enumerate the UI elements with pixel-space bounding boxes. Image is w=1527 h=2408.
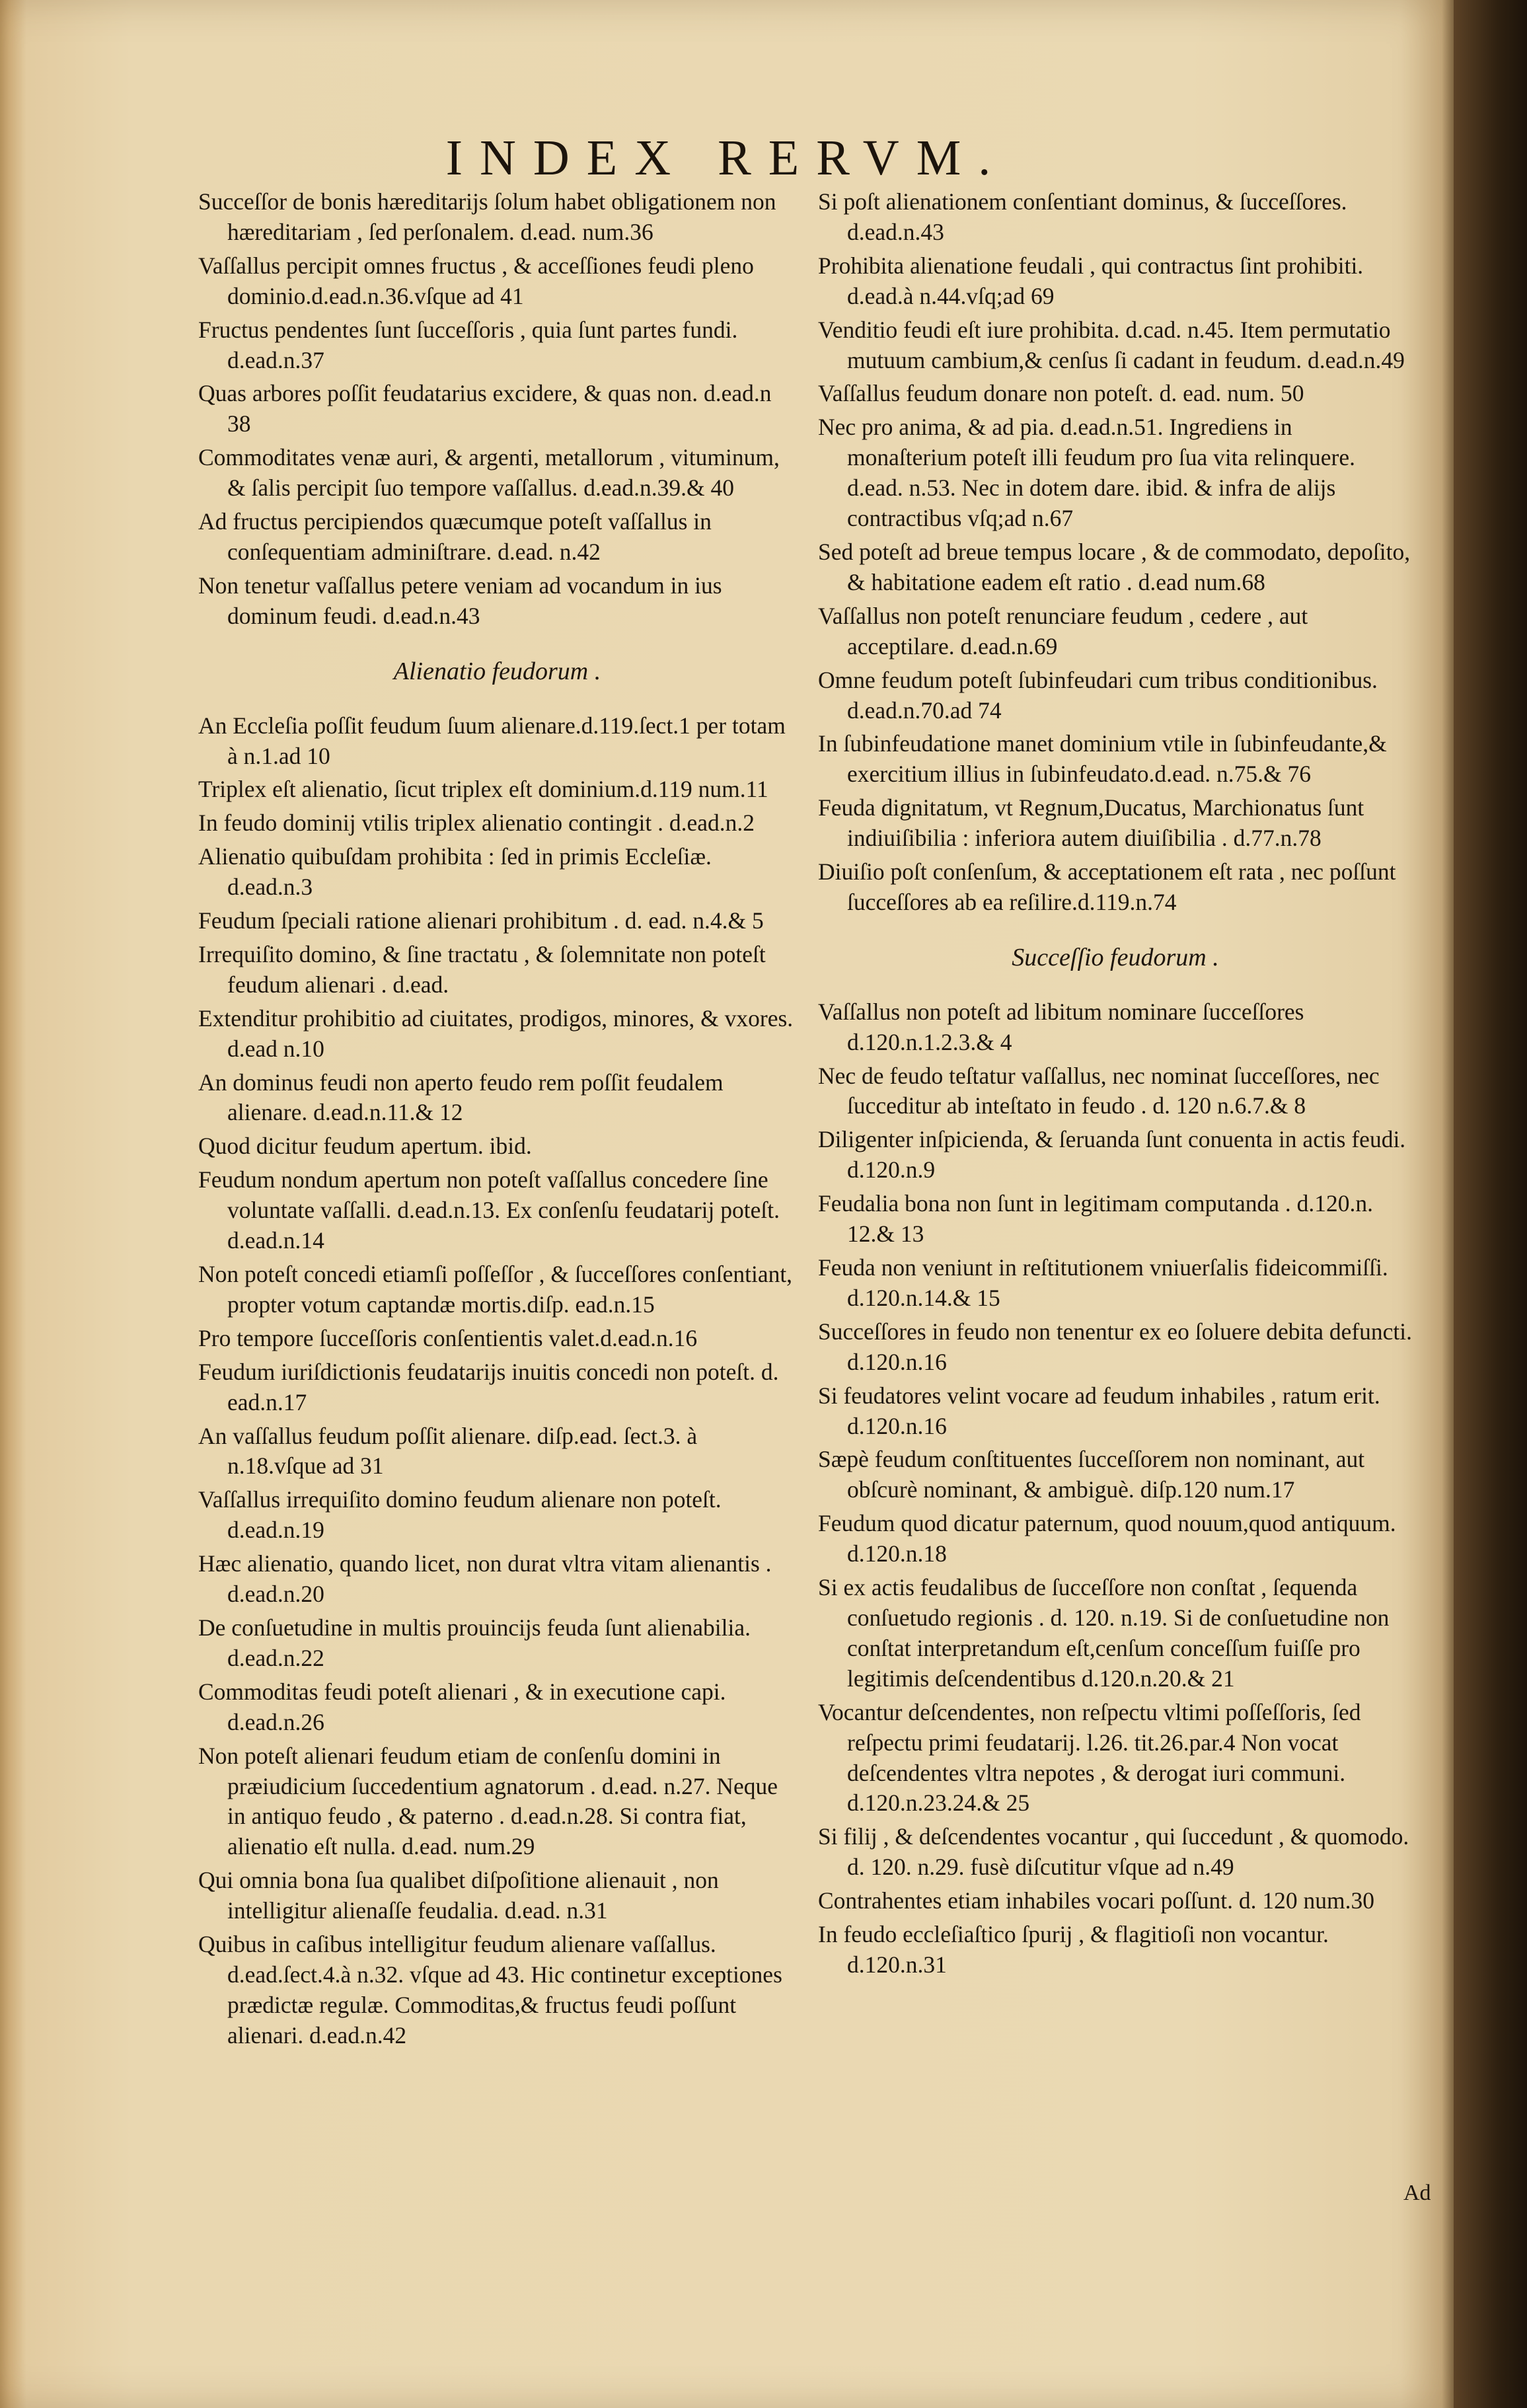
index-entry: Vaſſallus non poteſt ad libitum nominare ſucceſſores d.120.n.1.2.3.& 4 [818,998,1304,1055]
index-entry: Extenditur prohibitio ad ciuitates, prodigos, minores, & vxores. d.ead n.10 [198,1004,794,1062]
index-entry: Feudum nondum apertum non poteſt vaſſallus concedere ſine voluntate vaſſalli. d.ead.n.13. Ex conſenſu feudatarij poteſt. d.ead.n.14 [198,1166,780,1254]
index-entry: Contrahentes etiam inhabiles vocari poſſunt. d. 120 num.30 [818,1887,1374,1914]
index-entry: Vaſſallus feudum donare non poteſt. d. ead. num. 50 [818,380,1304,407]
index-entry: In ſubinfeudatione manet dominium vtile in ſubinfeudante,& exercitium illius in ſubinfeudato.d.ead. n.75.& 76 [818,730,1387,788]
index-entry: Succeſſores in feudo non tenentur ex eo ſoluere debita defuncti. d.120.n.16 [818,1318,1413,1375]
index-entry: Feudum iuriſdictionis feudatarijs inuitis concedi non poteſt. d. ead.n.17 [198,1358,779,1415]
index-entry: De conſuetudine in multis prouincijs feuda ſunt alienabilia. d.ead.n.22 [198,1614,751,1671]
index-entry: In feudo dominij vtilis triplex alienatio contingit . d.ead.n.2 [198,809,755,837]
index-entry: Feuda dignitatum, vt Regnum,Ducatus, Marchionatus ſunt indiuiſibilia : inferiora autem diuiſibilia . d.77.n.78 [818,794,1364,852]
index-entry: Diligenter inſpicienda, & ſeruanda ſunt conuenta in actis feudi. d.120.n.9 [818,1126,1406,1184]
index-entry: Pro tempore ſucceſſoris conſentientis valet.d.ead.n.16 [198,1324,698,1351]
index-entry: Vaſſallus irrequiſito domino feudum alienare non poteſt. d.ead.n.19 [198,1486,722,1544]
index-entry: Triplex eſt alienatio, ſicut triplex eſt dominium.d.119 num.11 [198,776,768,803]
index-entry: Omne feudum poteſt ſubinfeudari cum tribus conditionibus. d.ead.n.70.ad 74 [818,666,1378,724]
entry-list [818,187,1413,918]
index-entry: Vaſſallus non poteſt renunciare feudum , cedere , aut acceptilare. d.ead.n.69 [818,602,1308,659]
index-entry: Qui omnia bona ſua qualibet diſpoſitione alienauit , non intelligitur alienaſſe feudalia. d.ead. n.31 [198,1867,719,1924]
entry-list [198,711,796,2051]
index-entry: Irrequiſito domino, & ſine tractatu , & ſolemnitate non poteſt feudum alienari . d.ead. [198,940,766,998]
index-entry: Si ex actis feudalibus de ſucceſſore non conſtat , ſequenda conſuetudo regionis . d. 120. n.19. Si de conſuetudine non conſtat interpretandum eſt,cenſum conceſſum fuiſſe pro legitimis deſcendentibus d.120.n.20.& 21 [818,1574,1390,1692]
index-entry: Ad fructus percipiendos quæcumque poteſt vaſſallus in conſequentiam adminiſtrare. d.ead. n.42 [198,508,712,565]
index-entry: Quibus in caſibus intelligitur feudum alienare vaſſallus. d.ead.ſect.4.à n.32. vſque ad 43. Hic continetur exceptiones prædictæ regulæ. Commoditas,& fructus feudi poſſunt alienari. d.ead.n.42 [198,1931,782,2049]
section-heading-alienatio: Alienatio feudorum . [393,657,601,685]
index-entry: Non tenetur vaſſallus petere veniam ad vocandum in ius dominum feudi. d.ead.n.43 [198,572,722,629]
index-entry: Si feudatores velint vocare ad feudum inhabiles , ratum erit. d.120.n.16 [818,1382,1380,1439]
index-entry: An dominus feudi non aperto feudo rem poſſit feudalem alienare. d.ead.n.11.& 12 [198,1069,724,1126]
index-entry: Non poteſt alienari feudum etiam de conſenſu domini in præiudicium ſuccedentium agnatorum . d.ead. n.27. Neque in antiquo feudo , & paterno . d.ead.n.28. Si contra fiat, alienatio eſt nulla. d.ead. num.29 [198,1742,778,1860]
index-entry: Diuiſio poſt conſenſum, & acceptationem eſt rata , nec poſſunt ſucceſſores ab ea reſilire.d.119.n.74 [818,858,1396,915]
index-entry: Quas arbores poſſit feudatarius excidere, & quas non. d.ead.n 38 [198,380,772,437]
index-entry: Succeſſor de bonis hæreditarijs ſolum habet obligationem non hæreditariam , ſed perſonalem. d.ead. num.36 [198,188,776,245]
index-entry: Alienatio quibuſdam prohibita : ſed in primis Eccleſiæ. d.ead.n.3 [198,843,712,901]
index-entry: An vaſſallus feudum poſſit alienare. diſp.ead. ſect.3. à n.18.vſque ad 31 [198,1422,698,1480]
index-entry: Feudum ſpeciali ratione alienari prohibitum . d. ead. n.4.& 5 [198,907,764,934]
index-entry: In feudo eccleſiaſtico ſpurij , & flagitioſi non vocantur. d.120.n.31 [818,1921,1329,1978]
page-title: INDEX RERVM. [445,130,1008,186]
index-entry: Fructus pendentes ſunt ſucceſſoris , quia ſunt partes fundi. d.ead.n.37 [198,316,738,373]
index-entry: Nec de feudo teſtatur vaſſallus, nec nominat ſucceſſores, nec ſucceditur ab inteſtato in feudo . d. 120 n.6.7.& 8 [818,1062,1380,1119]
catchword: Ad [1403,2181,1431,2205]
index-column-right [818,187,1413,1980]
entry-list [818,997,1413,1980]
index-entry: Venditio feudi eſt iure prohibita. d.cad. n.45. Item permutatio mutuum cambium,& cenſus ſi cadant in feudum. d.ead.n.49 [818,316,1405,373]
index-entry: Si poſt alienationem conſentiant dominus, & ſucceſſores. d.ead.n.43 [818,188,1347,245]
index-entry: Feudum quod dicatur paternum, quod nouum,quod antiquum. d.120.n.18 [818,1510,1396,1567]
index-entry: Prohibita alienatione feudali , qui contractus ſint prohibiti. d.ead.à n.44.vſq;ad 69 [818,252,1364,309]
index-entry: Nec pro anima, & ad pia. d.ead.n.51. Ingrediens in monaſterium poteſt illi feudum pro ſua vita relinquere. d.ead. n.53. Nec in dotem dare. ibid. & infra de alijs contractibus vſq;ad n.67 [818,414,1355,532]
index-entry: Sæpè feudum conſtituentes ſucceſſorem non nominant, aut obſcurè nominant, & ambiguè. diſp.120 num.17 [818,1446,1365,1503]
index-entry: Feudalia bona non ſunt in legitimam computanda . d.120.n. 12.& 13 [818,1190,1374,1248]
index-entry: Hæc alienatio, quando licet, non durat vltra vitam alienantis . d.ead.n.20 [198,1550,772,1608]
index-entry: Non poteſt concedi etiamſi poſſeſſor , & ſucceſſores conſentiant, propter votum captandæ mortis.diſp. ead.n.15 [198,1261,793,1318]
index-column-left [198,187,796,2051]
index-entry: Commoditates venæ auri, & argenti, metallorum , vituminum, & ſalis percipit ſuo tempore vaſſallus. d.ead.n.39.& 40 [198,444,780,502]
index-entry: Si filij , & deſcendentes vocantur , qui ſuccedunt , & quomodo. d. 120. n.29. fusè diſcutitur vſque ad n.49 [818,1823,1409,1881]
index-entry: Vaſſallus percipit omnes fructus , & acceſſiones feudi pleno dominio.d.ead.n.36.vſque ad 41 [198,252,754,309]
index-entry: Vocantur deſcendentes, non reſpectu vltimi poſſeſſoris, ſed reſpectu primi feudatarij. l.26. tit.26.par.4 Non vocat deſcendentes vltra nepotes , & derogat iuri communi. d.120.n.23.24.& 25 [818,1698,1361,1817]
entry-list [198,187,796,632]
index-entry: Feuda non veniunt in reſtitutionem vniuerſalis fideicommiſſi. d.120.n.14.& 15 [818,1254,1388,1311]
section-heading-successio: Succeſſio feudorum . [1012,943,1219,971]
index-entry: Quod dicitur feudum apertum. ibid. [198,1133,532,1160]
index-entry: Commoditas feudi poteſt alienari , & in executione capi. d.ead.n.26 [198,1678,726,1735]
index-entry: An Eccleſia poſſit feudum ſuum alienare.d.119.ſect.1 per totam à n.1.ad 10 [198,712,786,769]
index-entry: Sed poteſt ad breue tempus locare , & de commodato, depoſito, & habitatione eadem eſt ratio . d.ead num.68 [818,538,1411,595]
book-edge [1454,0,1527,2408]
